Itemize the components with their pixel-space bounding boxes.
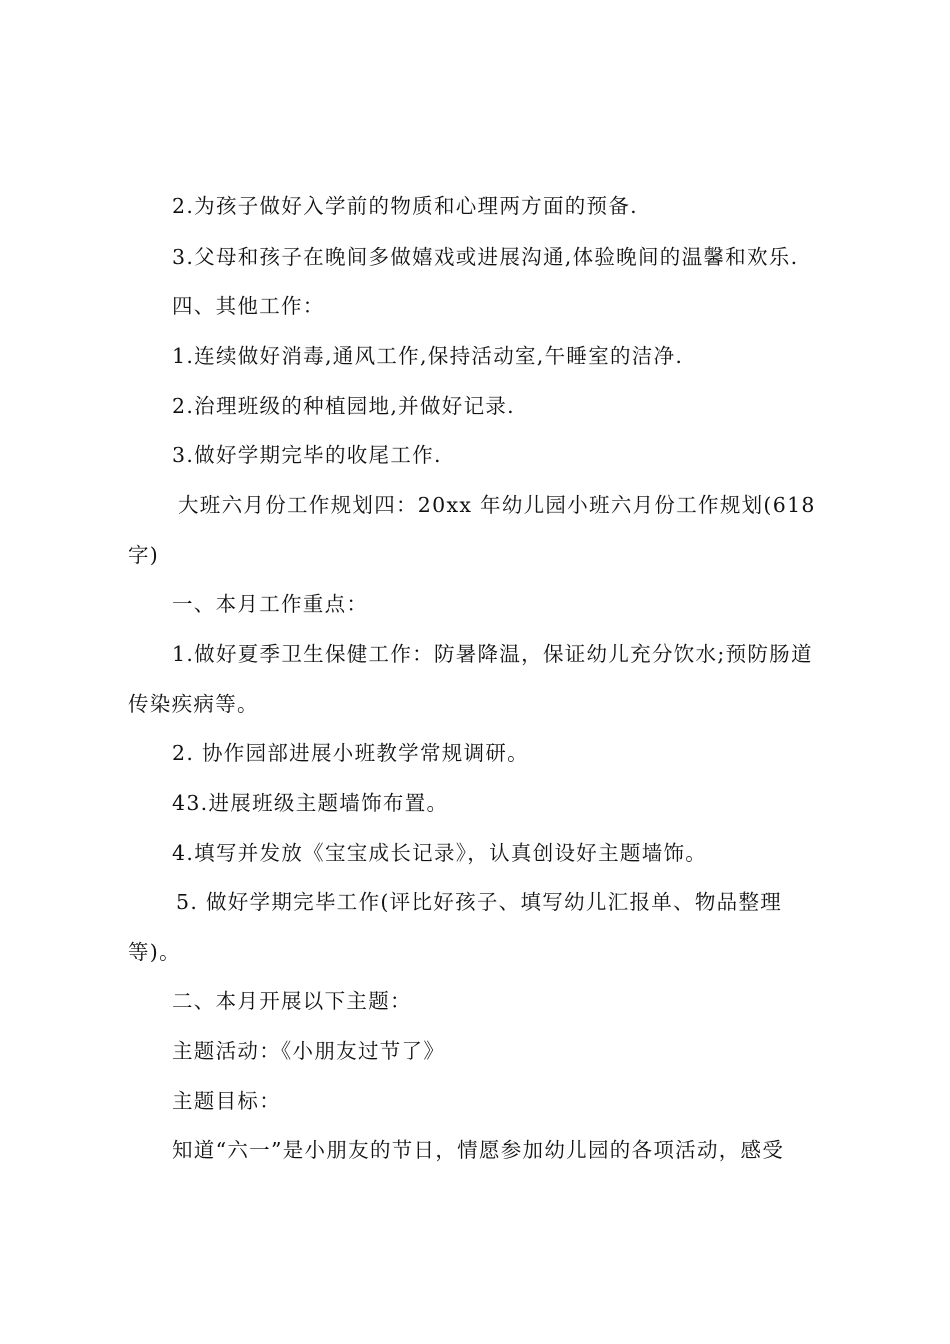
text-line: 等)。 [128, 940, 181, 964]
text-line: 3.做好学期完毕的收尾工作. [172, 443, 442, 467]
text-line: 主题活动：《小朋友过节了》 [172, 1039, 446, 1063]
section-heading: 一、本月工作重点： [172, 592, 369, 616]
text-line: 主题目标： [172, 1089, 281, 1113]
text-line: 知道“六一”是小朋友的节日，情愿参加幼儿园的各项活动，感受 [172, 1138, 785, 1162]
text-line: 1.连续做好消毒,通风工作,保持活动室,午睡室的洁净. [172, 344, 684, 368]
text-line: 2.治理班级的种植园地,并做好记录. [172, 394, 515, 418]
section-heading: 四、其他工作： [172, 294, 325, 318]
text-line: 1.做好夏季卫生保健工作：防暑降温，保证幼儿充分饮水;预防肠道 [172, 642, 813, 666]
text-line: 5. 做好学期完毕工作(评比好孩子、填写幼儿汇报单、物品整理 [176, 890, 783, 914]
text-line: 2. 协作园部进展小班教学常规调研。 [172, 741, 529, 765]
text-line: 字) [128, 543, 160, 567]
text-line: 43.进展班级主题墙饰布置。 [172, 791, 449, 815]
section-heading: 二、本月开展以下主题： [172, 989, 412, 1013]
document-title: 大班六月份工作规划四：20xx 年幼儿园小班六月份工作规划(618 [178, 493, 816, 517]
text-line: 4.填写并发放《宝宝成长记录》，认真创设好主题墙饰。 [172, 841, 708, 865]
text-line: 传染疾病等。 [128, 692, 259, 716]
text-line: 3.父母和孩子在晚间多做嬉戏或进展沟通,体验晚间的温馨和欢乐. [172, 245, 799, 269]
text-line: 2.为孩子做好入学前的物质和心理两方面的预备. [172, 194, 638, 218]
